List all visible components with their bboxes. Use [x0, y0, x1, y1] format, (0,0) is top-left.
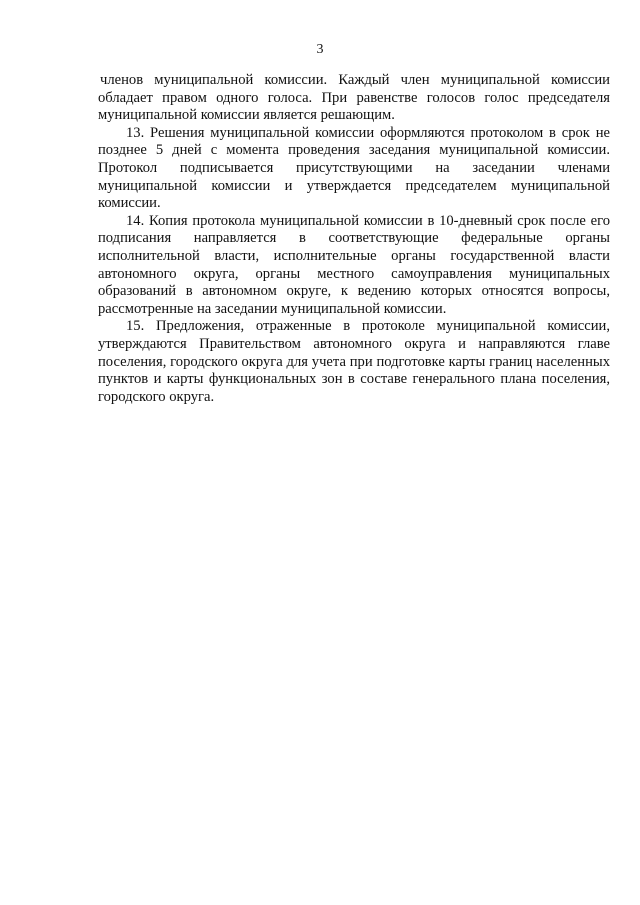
paragraph-item-14: 14. Копия протокола муниципальной комиссии в 10-дневный срок после его подписания направляется в соответствующие федеральные органы исполнительной власти, исполнительные органы государственной власти автономного округа, органы местного самоуправления муниципальных образований в автономном округе, к ведению которых относятся вопросы, рассмотренные на заседании муниципальной комиссии. [98, 212, 610, 317]
page-number: 3 [316, 42, 324, 57]
paragraph-continuation: членов муниципальной комиссии. Каждый член муниципальной комиссии обладает правом одного голоса. При равенстве голосов голос председателя муниципальной комиссии является решающим. [98, 72, 610, 124]
paragraph-item-13: 13. Решения муниципальной комиссии оформляются протоколом в срок не позднее 5 дней с момента проведения заседания муниципальной комиссии. Протокол подписывается присутствующими на заседании членами муниципальной комиссии и утверждается председателем муниципальной комиссии. [98, 124, 610, 212]
paragraph-item-15: 15. Предложения, отраженные в протоколе муниципальной комиссии, утверждаются Правительством автономного округа и направляются главе поселения, городского округа для учета при подготовке карты границ населенных пунктов и карты функциональных зон в составе генерального плана поселения, городского округа. [98, 318, 610, 405]
document-body [98, 72, 610, 406]
